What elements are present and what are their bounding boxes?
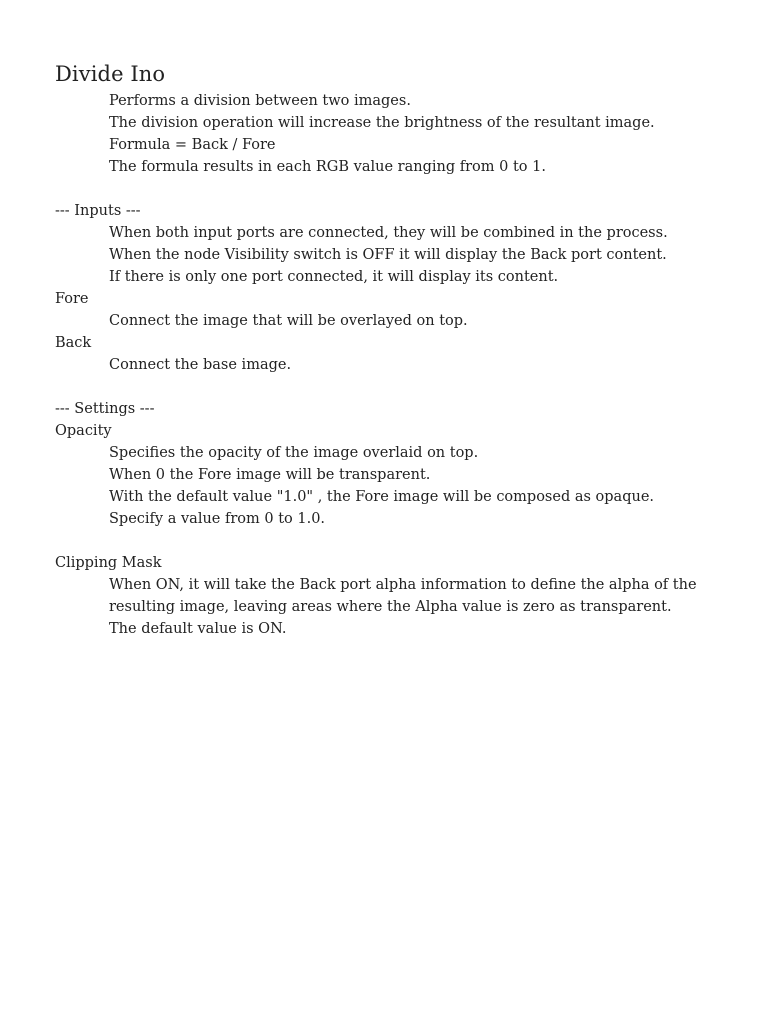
opacity-desc-line: Specify a value from 0 to 1.0. bbox=[109, 511, 326, 527]
inputs-desc-line: If there is only one port connected, it will display its content. bbox=[109, 269, 559, 285]
settings-section bbox=[55, 398, 735, 640]
settings-heading: --- Settings --- bbox=[55, 401, 155, 417]
opacity-setting-name: Opacity bbox=[55, 423, 112, 439]
intro-section bbox=[55, 90, 735, 178]
intro-line: The division operation will increase the brightness of the resultant image. bbox=[109, 115, 655, 131]
document-page bbox=[55, 58, 735, 640]
inputs-desc-line: When the node Visibility switch is OFF it will display the Back port content. bbox=[109, 247, 667, 263]
clipping-mask-setting-name: Clipping Mask bbox=[55, 555, 162, 571]
back-port-desc: Connect the base image. bbox=[109, 357, 292, 373]
fore-port-name: Fore bbox=[55, 291, 89, 307]
inputs-desc-line: When both input ports are connected, they will be combined in the process. bbox=[109, 225, 668, 241]
clipping-mask-desc-line: When ON, it will take the Back port alpha information to define the alpha of the bbox=[109, 577, 697, 593]
clipping-mask-desc-line: The default value is ON. bbox=[109, 621, 287, 637]
opacity-desc-line: With the default value "1.0" , the Fore image will be composed as opaque. bbox=[109, 489, 655, 505]
page-title: Divide Ino bbox=[55, 62, 166, 86]
back-port-name: Back bbox=[55, 335, 92, 351]
intro-line: Performs a division between two images. bbox=[109, 93, 411, 109]
opacity-desc-line: Specifies the opacity of the image overlaid on top. bbox=[109, 445, 479, 461]
fore-port-desc: Connect the image that will be overlayed on top. bbox=[109, 313, 468, 329]
intro-line: Formula = Back / Fore bbox=[109, 137, 276, 153]
spacer bbox=[55, 376, 735, 398]
spacer bbox=[55, 530, 735, 552]
opacity-desc-line: When 0 the Fore image will be transparent. bbox=[109, 467, 431, 483]
inputs-heading: --- Inputs --- bbox=[55, 203, 141, 219]
clipping-mask-desc-line: resulting image, leaving areas where the Alpha value is zero as transparent. bbox=[109, 599, 672, 615]
spacer bbox=[55, 178, 735, 200]
intro-line: The formula results in each RGB value ranging from 0 to 1. bbox=[109, 159, 546, 175]
inputs-section bbox=[55, 200, 735, 376]
